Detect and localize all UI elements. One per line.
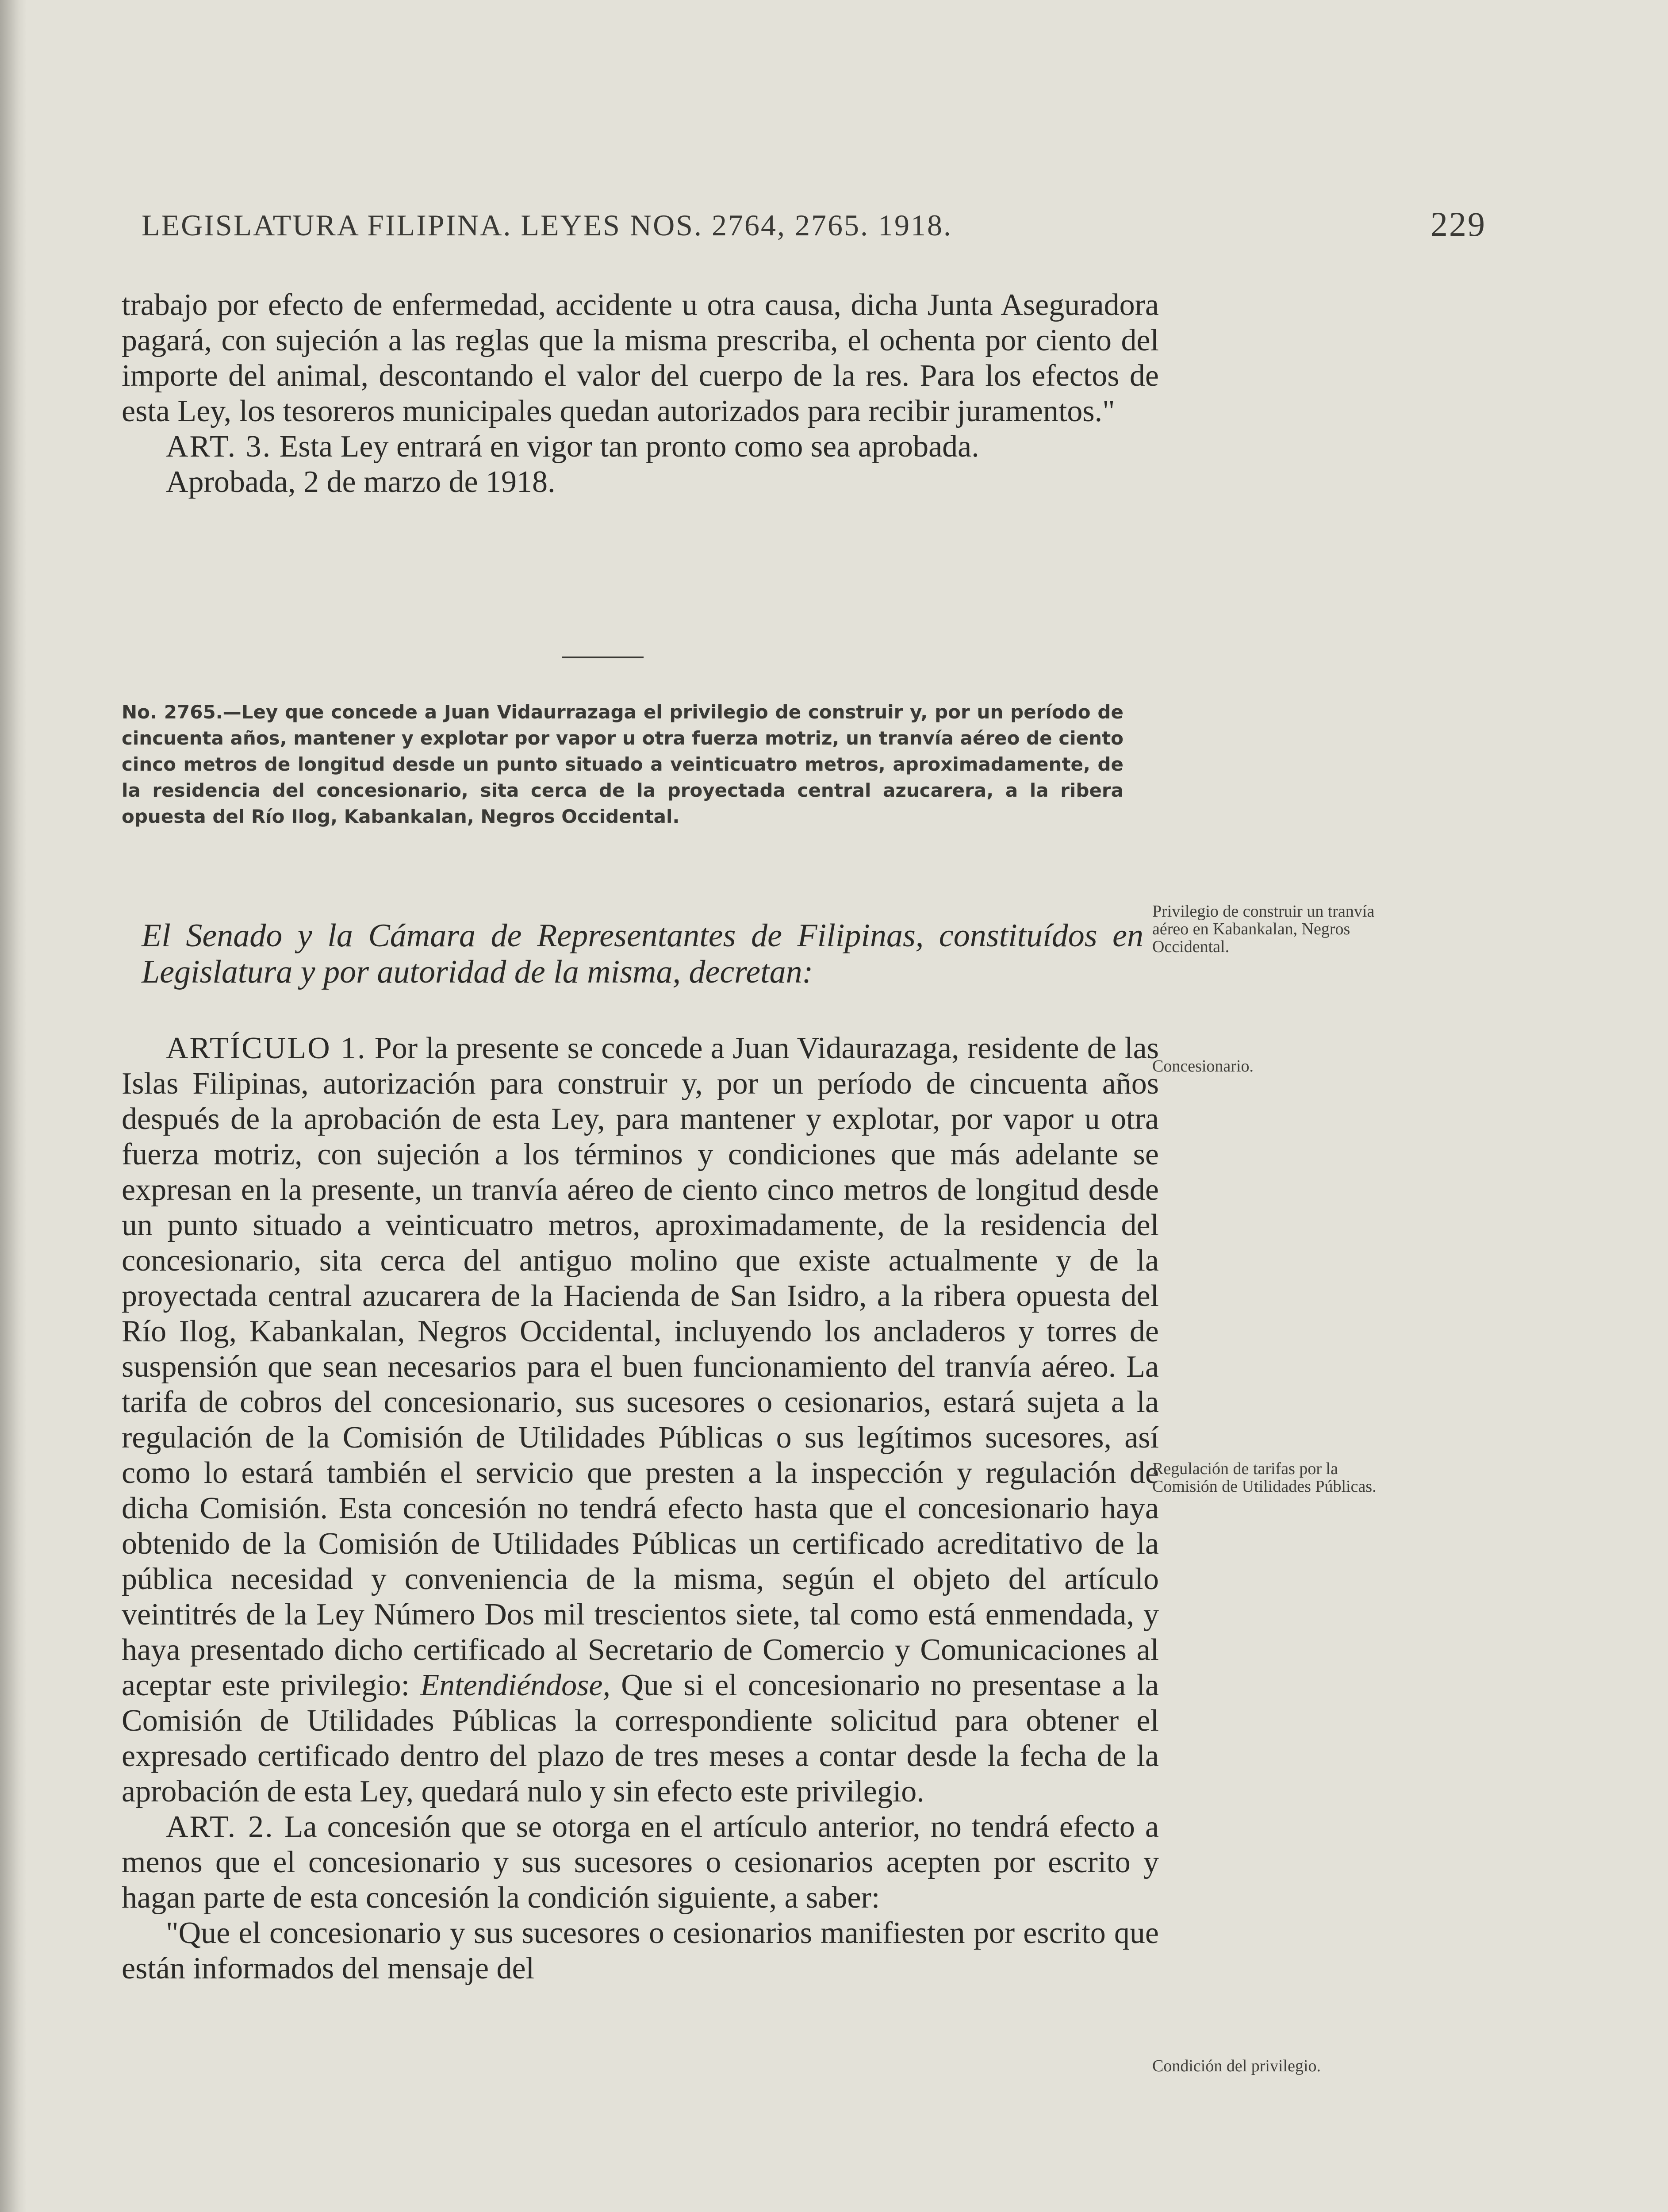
margin-note-concessionaire: Concesionario. — [1152, 1057, 1254, 1075]
section-divider — [562, 657, 644, 658]
running-head-title: LEGISLATURA FILIPINA. LEYES NOS. 2764, 2765. 1918. — [142, 208, 952, 242]
top-section — [122, 288, 1159, 500]
page-number: 229 — [1430, 205, 1486, 243]
article-2-label: ART. 2. — [166, 1810, 274, 1844]
article-3-text: Esta Ley entrará en vigor tan pronto como sea aprobada. — [279, 430, 979, 464]
margin-note-condition: Condición del privilegio. — [1152, 2057, 1321, 2075]
article-1 — [122, 1031, 1159, 1809]
law-title — [122, 699, 1124, 830]
article-3 — [122, 429, 1159, 465]
law-number: No. 2765. — [122, 701, 223, 723]
enacting-clause: El Senado y la Cámara de Representantes de Filipinas, constituídos en Legislatura y por autoridad de la misma, decretan: — [142, 918, 1143, 990]
article-1-proviso-italic: Entendiéndose, — [420, 1668, 610, 1702]
margin-note-rate-regulation: Regulación de tarifas por la Comisión de Utilidades Públicas. — [1152, 1459, 1377, 1496]
article-1-proviso: Que si el concesionario no presentase a la Comisión de Utilidades Públicas la correspondiente solicitud para obtener el expresado certificado dentro del plazo de tres meses a contar desde la fecha de la aprobación de esta Ley, quedará nulo y sin efecto este privilegio. — [122, 1668, 1159, 1809]
article-1-label: ARTÍCULO 1. — [166, 1031, 367, 1065]
article-2 — [122, 1809, 1159, 1916]
quoted-condition: "Que el concesionario y sus sucesores o cesionarios manifiesten por escrito que están informados del mensaje del — [122, 1916, 1159, 1985]
book-gutter-shadow — [0, 0, 27, 2212]
article-1-text: Por la presente se concede a Juan Vidaurazaga, residente de las Islas Filipinas, autorización para construir y, por un período de cincuenta años después de la aprobación de esta Ley, para mantener y explotar, por vapor u otra fuerza motriz, con sujeción a los términos y condiciones que más adelante se expresan en la presente, un tranvía aéreo de ciento cinco metros de longitud desde un punto situado a veinticuatro metros, aproximadamente, de la residencia del concesionario, sita cerca del antiguo molino que existe actualmente y de la proyectada central azucarera de la Hacienda de San Isidro, a la ribera opuesta del Río Ilog, Kabankalan, Negros Occidental, incluyendo los ancladeros y torres de suspensión que sean necesarios para el buen funcionamiento del tranvía aéreo. La tarifa de cobros del concesionario, sus sucesores o cesionarios, estará sujeta a la regulación de la Comisión de Utilidades Públicas o sus legítimos sucesores, así como lo estará también el servicio que presten a la inspección y regulación de dicha Comisión. Esta concesión no tendrá efecto hasta que el concesionario haya obtenido de la Comisión de Utilidades Públicas un certificado acreditativo de la pública necesidad y conveniencia de la misma, según el objeto del artículo veintitrés de la Ley Número Dos mil trescientos siete, tal como está enmendada, y haya presentado dicho certificado al Secretario de Comercio y Comunicaciones al aceptar este privilegio: — [122, 1031, 1159, 1702]
article-3-label: ART. 3. — [166, 430, 272, 464]
margin-note-privilege: Privilegio de construir un tranvía aéreo en Kabankalan, Negros Occidental. — [1152, 902, 1375, 956]
law-title-text: —Ley que concede a Juan Vidaurrazaga el privilegio de construir y, por un período de cincuenta años, mantener y explotar por vapor u otra fuerza motriz, un tranvía aéreo de ciento cinco metros de longitud desde un punto situado a veinticuatro metros, aproximadamente, de la residencia del concesionario, sita cerca de la proyectada central azucarera, a la ribera opuesta del Río Ilog, Kabankalan, Negros Occidental. — [122, 701, 1124, 827]
article-2-text: La concesión que se otorga en el artículo anterior, no tendrá efecto a menos que el concesionario y sus sucesores o cesionarios acepten por escrito y hagan parte de esta concesión la condición siguiente, a saber: — [122, 1810, 1159, 1915]
running-head — [142, 205, 1486, 243]
paragraph-previous-law-end: trabajo por efecto de enfermedad, accidente u otra causa, dicha Junta Aseguradora pagará, con sujeción a las reglas que la misma prescriba, el ochenta por ciento del importe del animal, descontando el valor del cuerpo de la res. Para los efectos de esta Ley, los tesoreros municipales quedan autorizados para recibir juramentos." — [122, 288, 1159, 428]
main-articles — [122, 1031, 1159, 1986]
approval-date: Aprobada, 2 de marzo de 1918. — [166, 465, 556, 499]
